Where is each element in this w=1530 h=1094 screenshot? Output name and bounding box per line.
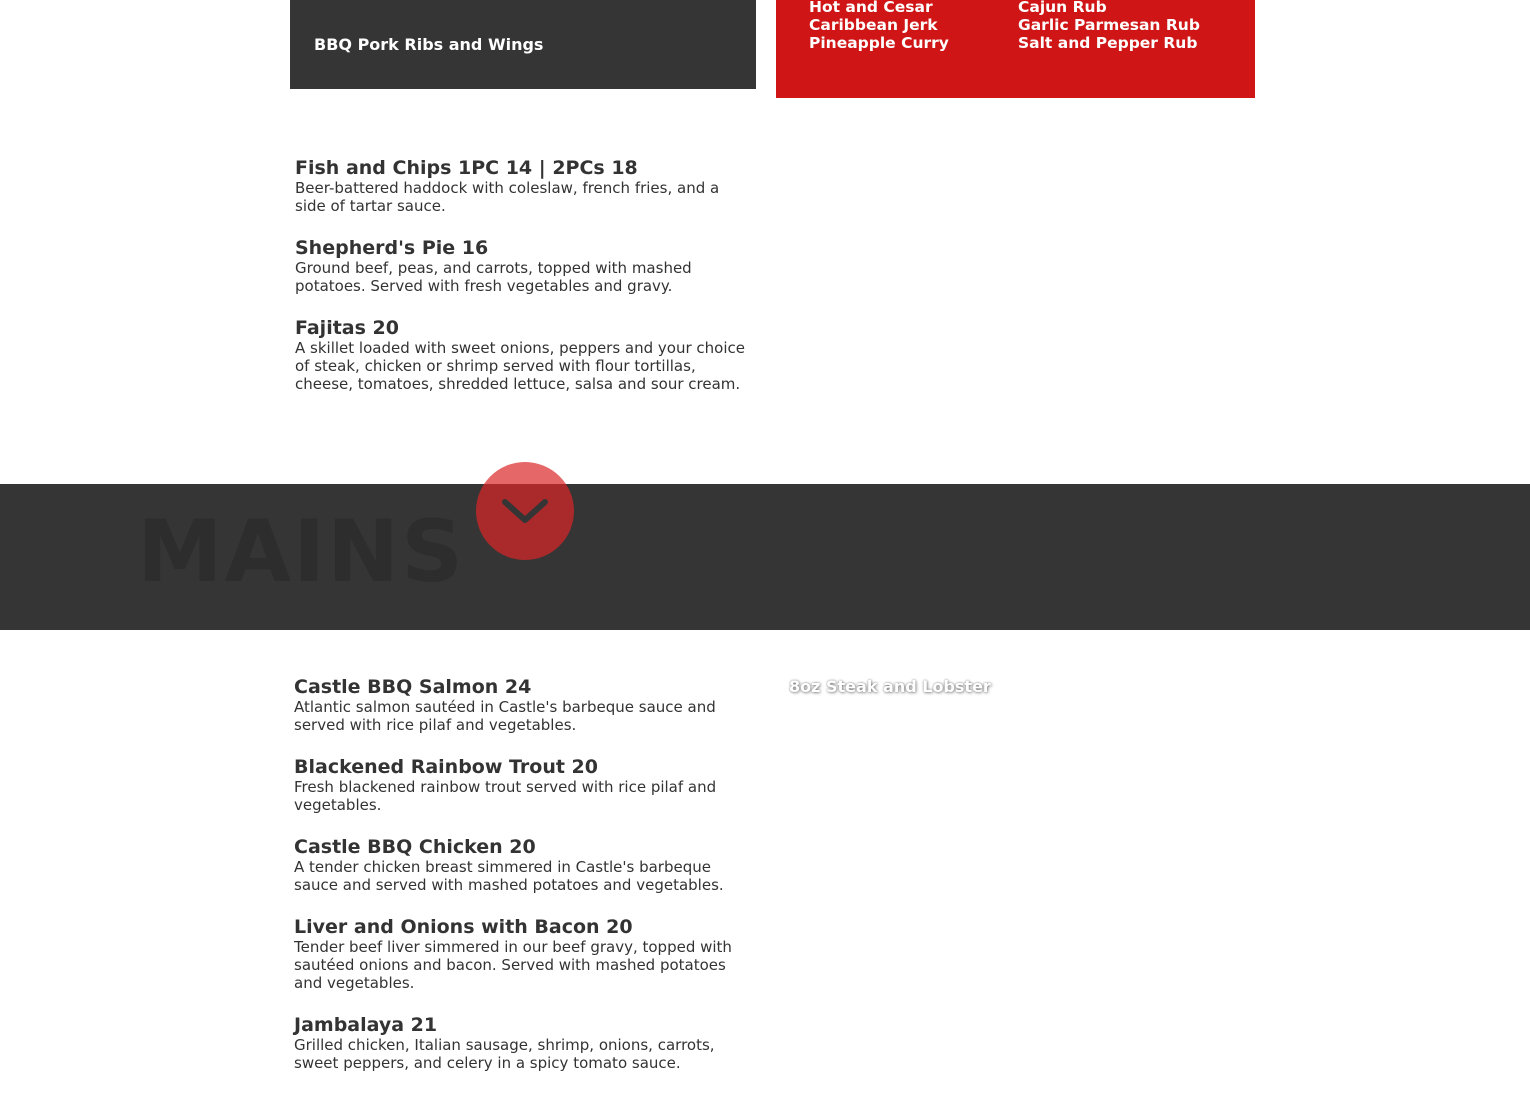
menu-item-title: Liver and Onions with Bacon 20 xyxy=(294,916,633,938)
menu-item-title: Fish and Chips 1PC 14 | 2PCs 18 xyxy=(295,157,638,179)
menu-item-title: Castle BBQ Chicken 20 xyxy=(294,836,536,858)
mains-section-band xyxy=(0,484,1530,630)
menu-item-title: Shepherd's Pie 16 xyxy=(295,237,489,259)
featured-dish-label: 8oz Steak and Lobster xyxy=(789,677,991,696)
mains-heading: MAINS xyxy=(137,502,466,602)
wing-flavors-card xyxy=(776,0,1255,98)
flavor-item: Salt and Pepper Rub xyxy=(1018,34,1198,52)
flavors-column-1 xyxy=(809,0,949,52)
menu-item-description: Grilled chicken, Italian sausage, shrimp, onions, carrots, sweet peppers, and celery in a spicy tomato sauce. xyxy=(294,1036,715,1072)
menu-item xyxy=(294,676,739,734)
menu-item-title: Blackened Rainbow Trout 20 xyxy=(294,756,598,778)
menu-item-description: Ground beef, peas, and carrots, topped with mashed potatoes. Served with fresh vegetables and gravy. xyxy=(295,259,692,295)
flavor-item: Pineapple Curry xyxy=(809,34,949,52)
menu-item-title: Castle BBQ Salmon 24 xyxy=(294,676,532,698)
menu-item-description: Atlantic salmon sautéed in Castle's barbeque sauce and served with rice pilaf and vegetables. xyxy=(294,698,716,734)
flavor-item: Garlic Parmesan Rub xyxy=(1018,16,1200,34)
menu-item-description: A skillet loaded with sweet onions, peppers and your choice of steak, chicken or shrimp served with flour tortillas, cheese, tomatoes, shredded lettuce, salsa and sour cream. xyxy=(295,339,745,393)
bbq-ribs-wings-label: BBQ Pork Ribs and Wings xyxy=(314,35,544,54)
bbq-ribs-wings-card[interactable] xyxy=(290,0,756,89)
menu-item xyxy=(294,916,739,992)
menu-item-title: Fajitas 20 xyxy=(295,317,399,339)
menu-item xyxy=(294,836,739,894)
menu-item-description: Tender beef liver simmered in our beef gravy, topped with sautéed onions and bacon. Served with mashed potatoes and vegetables. xyxy=(294,938,732,992)
flavor-item: Hot and Cesar xyxy=(809,0,933,16)
menu-item xyxy=(295,157,750,215)
menu-item xyxy=(294,1014,739,1072)
menu-item-description: Fresh blackened rainbow trout served with rice pilaf and vegetables. xyxy=(294,778,717,814)
menu-list-mains xyxy=(294,676,739,1094)
flavor-item: Cajun Rub xyxy=(1018,0,1107,16)
menu-item xyxy=(294,756,739,814)
menu-item-description: A tender chicken breast simmered in Castle's barbeque sauce and served with mashed potatoes and vegetables. xyxy=(294,858,724,894)
menu-list-top xyxy=(295,157,750,415)
scroll-down-button[interactable] xyxy=(476,462,574,560)
menu-item xyxy=(295,237,750,295)
menu-item-title: Jambalaya 21 xyxy=(294,1014,438,1036)
chevron-down-icon xyxy=(501,496,549,526)
flavors-column-2 xyxy=(1018,0,1200,52)
menu-item-description: Beer-battered haddock with coleslaw, french fries, and a side of tartar sauce. xyxy=(295,179,720,215)
flavor-item: Caribbean Jerk xyxy=(809,16,938,34)
menu-item xyxy=(295,317,750,393)
